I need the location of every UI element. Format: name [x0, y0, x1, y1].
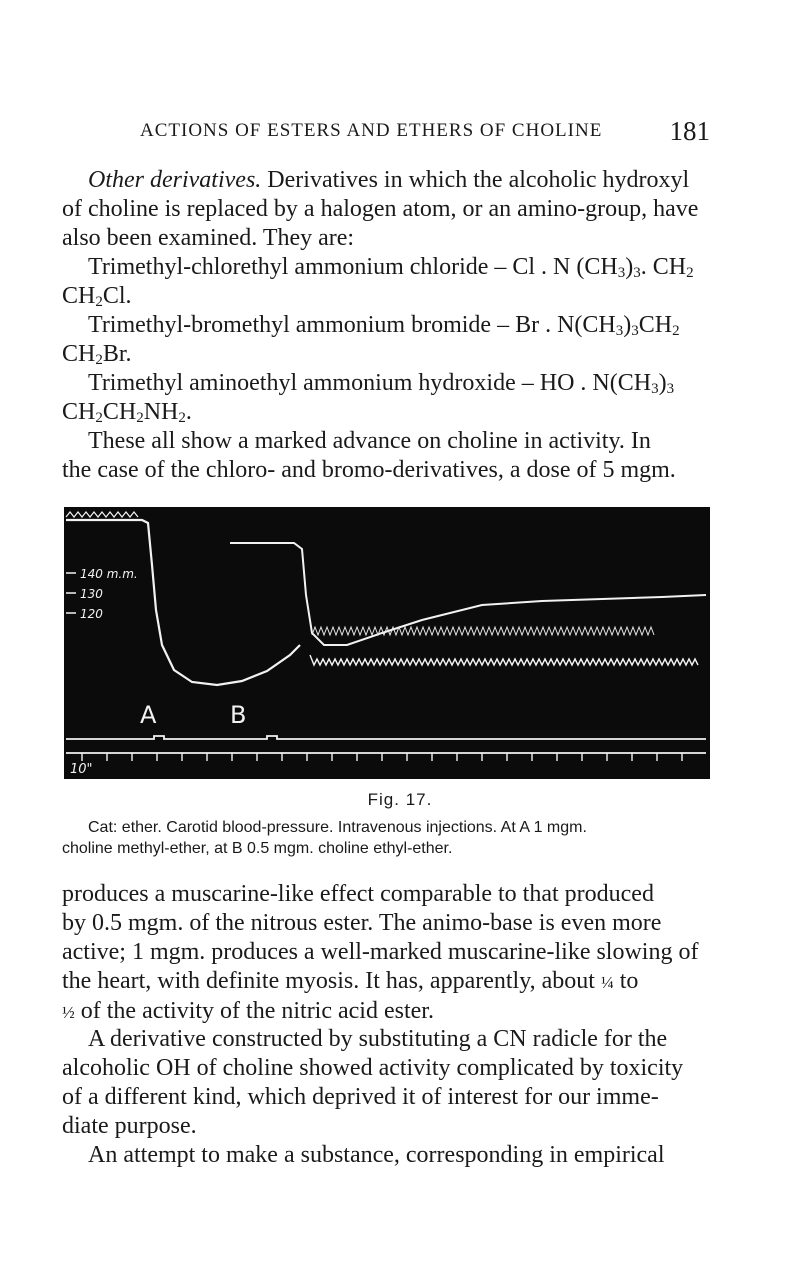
- text-line: These all show a marked advance on choline in activity. In: [88, 428, 651, 454]
- text-line: produces a muscarine-like effect comparable to that produced: [62, 881, 654, 907]
- text-line: of a different kind, which deprived it of interest for our imme-: [62, 1084, 659, 1110]
- text-line: the heart, with definite myosis. It has, apparently, about ¼ to: [62, 968, 639, 994]
- text-line: also been examined. They are:: [62, 225, 355, 251]
- text-line: the case of the chloro- and bromo-derivatives, a dose of 5 mgm.: [62, 457, 676, 483]
- injection-label-b: B: [230, 701, 247, 729]
- paragraph-attempt: [62, 1141, 712, 1170]
- compound-chlorethyl-cont: $CH_2Cl$.: [62, 283, 132, 310]
- fraction-quarter: ¼: [600, 973, 614, 992]
- injection-label-a: A: [140, 701, 157, 729]
- time-scale-label: 10": [70, 762, 93, 777]
- text-line: An attempt to make a substance, corresponding in empirical: [88, 1142, 665, 1168]
- compound-bromethyl: Trimethyl-bromethyl ammonium bromide – Br . $N(CH_3)_3CH_2$: [88, 312, 680, 339]
- section-heading: Other derivatives.: [88, 167, 262, 193]
- figure-caption-description: [62, 817, 712, 859]
- text-line: Other derivatives. Derivatives in which the alcoholic hydroxyl: [88, 167, 690, 193]
- scale-label-140: 140 m.m.: [80, 567, 138, 581]
- paragraph-cn-derivative: [62, 1025, 712, 1141]
- paragraph-other-derivatives: [62, 166, 712, 485]
- text-line: diate purpose.: [62, 1113, 197, 1139]
- caption-line: Cat: ether. Carotid blood-pressure. Intravenous injections. At A 1 mgm.: [88, 819, 587, 836]
- text-line: active; 1 mgm. produces a well-marked muscarine-like slowing of: [62, 939, 699, 965]
- page-number: 181: [669, 116, 710, 146]
- text-line: alcoholic OH of choline showed activity complicated by toxicity: [62, 1055, 684, 1081]
- caption-line: choline methyl-ether, at B 0.5 mgm. choline ethyl-ether.: [62, 840, 453, 857]
- text-line: ½ of the activity of the nitric acid ester.: [62, 998, 434, 1024]
- compound-aminoethyl: Trimethyl aminoethyl ammonium hydroxide – HO . $N(CH_3)_3$: [88, 370, 675, 397]
- compound-chlorethyl: Trimethyl-chlorethyl ammonium chloride – Cl . N $(CH_3)_3$. $CH_2$: [88, 254, 694, 281]
- paragraph-muscarine-effect: [62, 880, 712, 1027]
- running-title: ACTIONS OF ESTERS AND ETHERS OF CHOLINE: [140, 120, 603, 141]
- compound-bromethyl-cont: $CH_2Br$.: [62, 341, 132, 368]
- text-line: A derivative constructed by substituting a CN radicle for the: [88, 1026, 668, 1052]
- blood-pressure-tracing-figure: [62, 505, 712, 779]
- scale-label-130: 130: [80, 587, 103, 601]
- figure-caption-label: Fig. 17.: [367, 790, 433, 809]
- fraction-half: ½: [62, 1003, 75, 1022]
- scale-label-120: 120: [80, 607, 103, 621]
- text-line: of choline is replaced by a halogen atom, or an amino-group, have: [62, 196, 699, 222]
- compound-aminoethyl-cont: $CH_2CH_2NH_2$.: [62, 399, 192, 426]
- text-line: by 0.5 mgm. of the nitrous ester. The animo-base is even more: [62, 910, 662, 936]
